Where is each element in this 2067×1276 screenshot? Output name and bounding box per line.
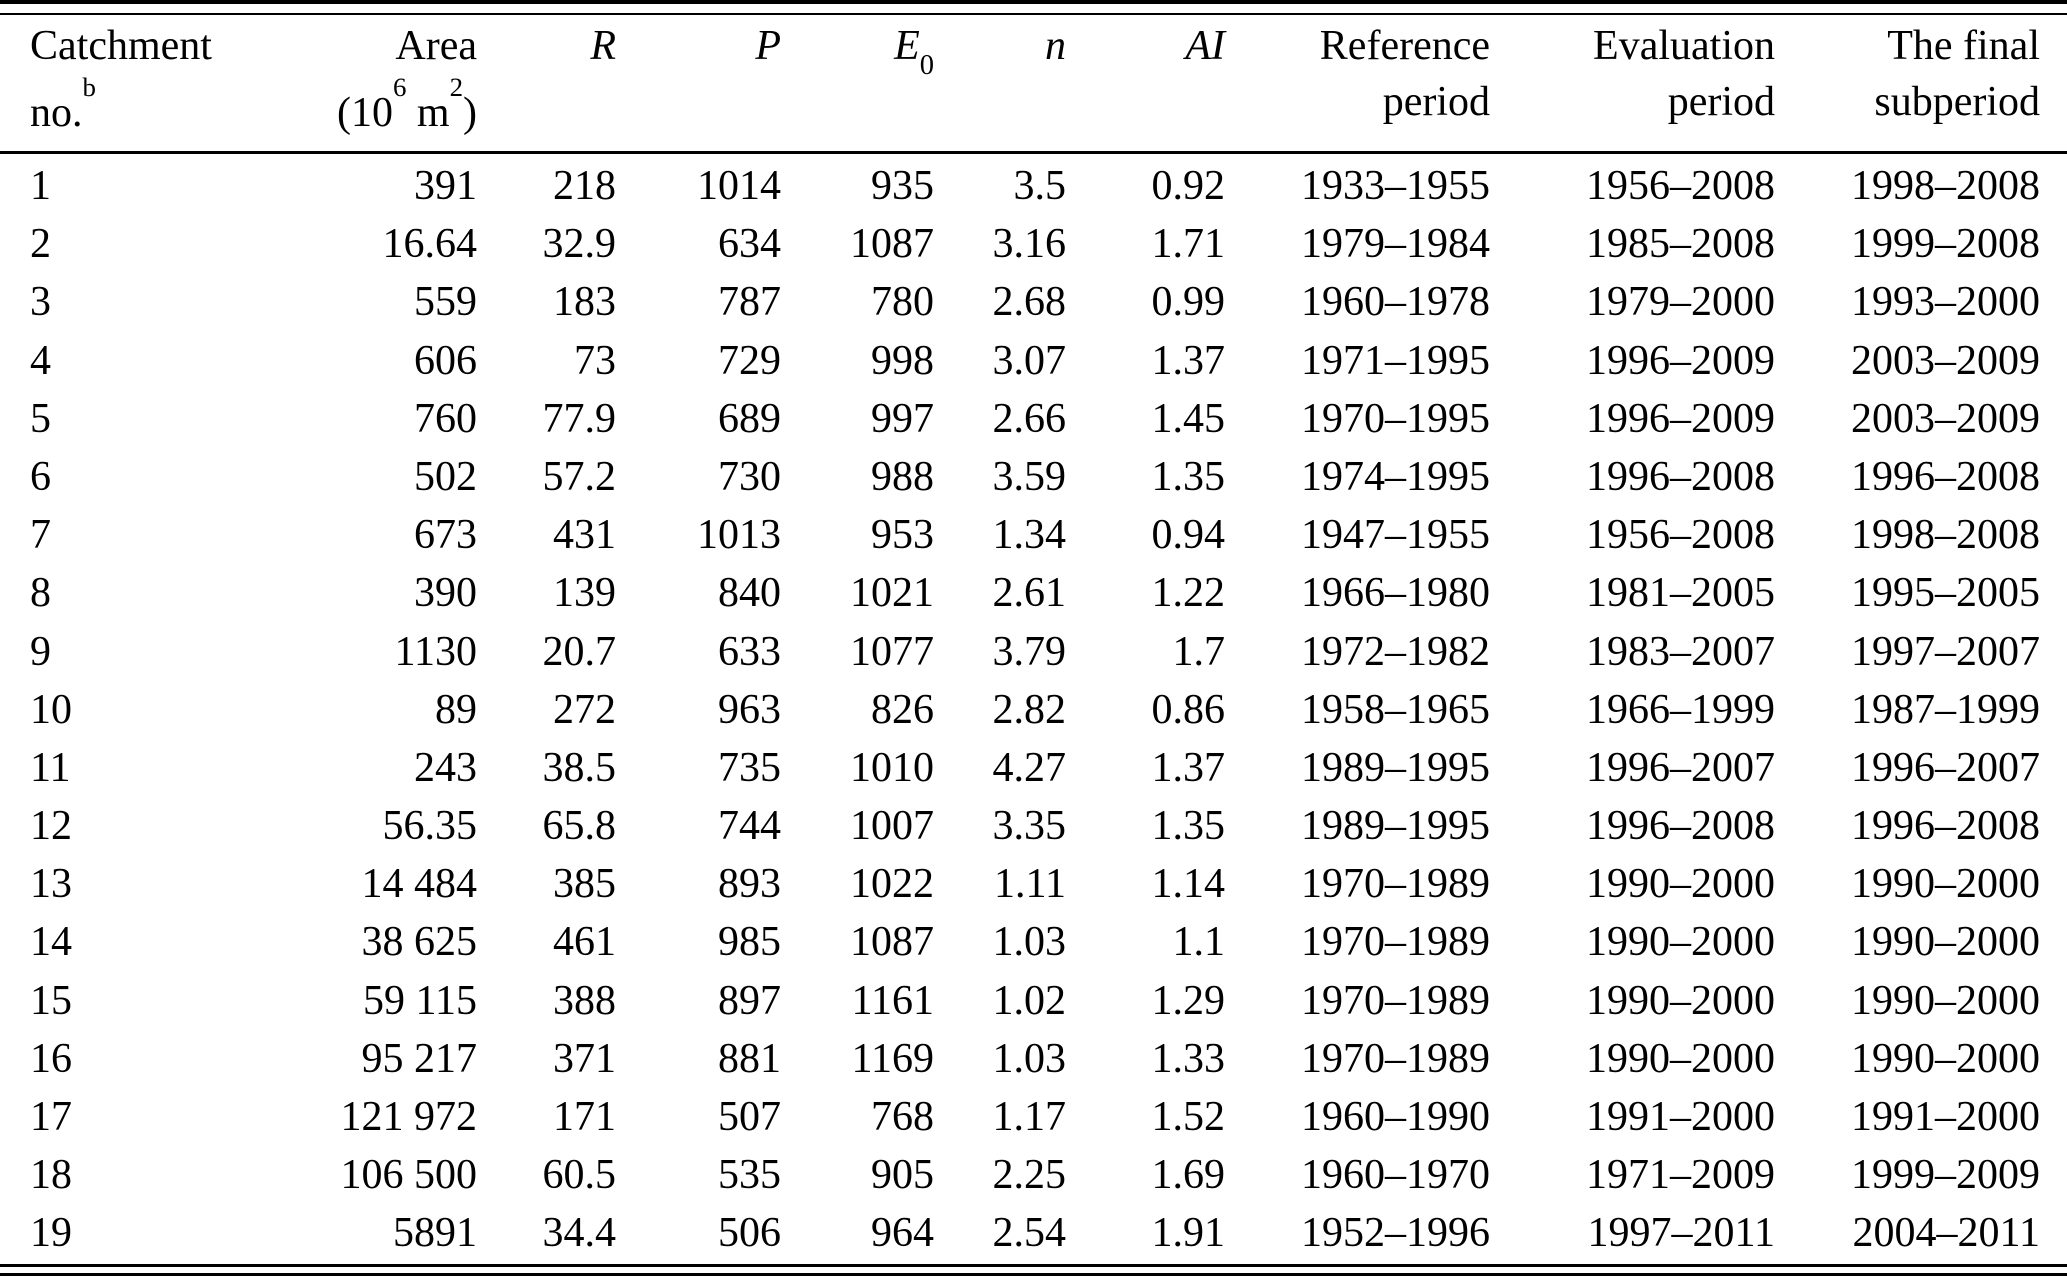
cell-e0: 998 (871, 337, 934, 384)
cell-ai: 1.35 (1151, 453, 1225, 500)
cell-final-subperiod: 1997–2007 (1851, 628, 2040, 675)
cell-e0: 1007 (850, 803, 934, 850)
cell-reference-period: 1960–1978 (1301, 279, 1490, 326)
header-final-line1: The final (1887, 23, 2040, 69)
cell-reference-period: 1970–1995 (1301, 395, 1490, 442)
header-reference-line2: period (1382, 79, 1490, 125)
cell-reference-period: 1970–1989 (1301, 1035, 1490, 1082)
table-row (0, 1088, 2067, 1146)
cell-ai: 1.7 (1172, 628, 1225, 675)
cell-p: 507 (718, 1094, 781, 1140)
table-row (0, 1204, 2067, 1262)
cell-n: 2.61 (992, 570, 1066, 617)
cell-n: 3.5 (1013, 163, 1066, 209)
cell-r: 183 (553, 279, 616, 326)
cell-r: 385 (553, 861, 616, 908)
cell-area: 760 (414, 395, 477, 442)
cell-catchment-no: 8 (30, 570, 51, 617)
cell-area: 59 115 (363, 977, 477, 1024)
cell-p: 633 (718, 628, 781, 675)
header-area-line1: Area (395, 23, 477, 69)
cell-reference-period: 1989–1995 (1301, 744, 1490, 791)
cell-evaluation-period: 1991–2000 (1586, 1094, 1775, 1140)
cell-p: 506 (718, 1210, 781, 1257)
table-row (0, 390, 2067, 448)
cell-final-subperiod: 1990–2000 (1851, 861, 2040, 908)
table-rule-bottom-thin (0, 1264, 2067, 1267)
cell-ai: 1.37 (1151, 337, 1225, 384)
cell-reference-period: 1970–1989 (1301, 919, 1490, 966)
cell-reference-period: 1970–1989 (1301, 977, 1490, 1024)
cell-evaluation-period: 1996–2008 (1586, 803, 1775, 850)
area-unit-exp2: 2 (449, 72, 463, 103)
cell-area: 502 (414, 453, 477, 500)
e0-letter: E (894, 23, 920, 69)
table-row (0, 739, 2067, 797)
cell-catchment-no: 19 (30, 1210, 72, 1257)
cell-final-subperiod: 1996–2007 (1851, 744, 2040, 791)
header-e0-symbol (781, 18, 934, 81)
cell-e0: 1022 (850, 861, 934, 908)
cell-final-subperiod: 1990–2000 (1851, 919, 2040, 966)
cell-r: 65.8 (542, 803, 616, 850)
column-header-ai (1066, 18, 1225, 130)
cell-ai: 0.86 (1151, 686, 1225, 733)
cell-catchment-no: 13 (30, 861, 72, 908)
cell-reference-period: 1966–1980 (1301, 570, 1490, 617)
cell-ai: 0.99 (1151, 279, 1225, 326)
cell-catchment-no: 12 (30, 803, 72, 850)
cell-catchment-no: 15 (30, 977, 72, 1024)
cell-p: 744 (718, 803, 781, 850)
cell-ai: 0.92 (1151, 163, 1225, 209)
cell-p: 735 (718, 744, 781, 791)
cell-final-subperiod: 1996–2008 (1851, 803, 2040, 850)
table-row (0, 215, 2067, 273)
cell-area: 673 (414, 512, 477, 559)
cell-final-subperiod: 1993–2000 (1851, 279, 2040, 326)
cell-n: 3.35 (992, 803, 1066, 850)
cell-n: 2.68 (992, 279, 1066, 326)
cell-ai: 1.1 (1172, 919, 1225, 966)
header-r-spacer (477, 74, 616, 130)
cell-final-subperiod: 1999–2008 (1851, 221, 2040, 268)
cell-p: 1013 (697, 512, 781, 559)
cell-n: 1.03 (992, 1035, 1066, 1082)
cell-catchment-no: 4 (30, 337, 51, 384)
cell-ai: 1.91 (1151, 1210, 1225, 1257)
table-rule-top-thick (0, 0, 2067, 4)
cell-p: 634 (718, 221, 781, 268)
e0-subscript: 0 (919, 49, 934, 81)
table-row (0, 506, 2067, 564)
header-n-symbol: n (1045, 23, 1066, 69)
header-evaluation-line2: period (1667, 79, 1775, 125)
table-row (0, 972, 2067, 1030)
cell-r: 171 (553, 1094, 616, 1140)
area-unit-close: ) (463, 90, 477, 136)
header-ai-spacer (1066, 74, 1225, 130)
cell-final-subperiod: 1998–2008 (1851, 512, 2040, 559)
cell-e0: 1087 (850, 221, 934, 268)
cell-r: 32.9 (542, 221, 616, 268)
cell-evaluation-period: 1996–2008 (1586, 453, 1775, 500)
cell-n: 4.27 (992, 744, 1066, 791)
cell-catchment-no: 3 (30, 279, 51, 326)
cell-catchment-no: 11 (30, 744, 71, 791)
table-row (0, 623, 2067, 681)
cell-p: 729 (718, 337, 781, 384)
table-row (0, 681, 2067, 739)
cell-catchment-no: 17 (30, 1094, 72, 1140)
cell-reference-period: 1960–1990 (1301, 1094, 1490, 1140)
cell-final-subperiod: 2004–2011 (1852, 1210, 2040, 1257)
cell-e0: 997 (871, 395, 934, 442)
cell-e0: 1087 (850, 919, 934, 966)
table-row (0, 1146, 2067, 1204)
header-n-spacer (934, 74, 1066, 130)
cell-final-subperiod: 1995–2005 (1851, 570, 2040, 617)
header-r-symbol: R (590, 23, 616, 69)
cell-evaluation-period: 1966–1999 (1586, 686, 1775, 733)
column-header-r (477, 18, 616, 130)
cell-evaluation-period: 1990–2000 (1586, 861, 1775, 908)
cell-evaluation-period: 1996–2009 (1586, 337, 1775, 384)
cell-catchment-no: 16 (30, 1035, 72, 1082)
header-catchment-no: no. (30, 90, 83, 136)
cell-evaluation-period: 1981–2005 (1586, 570, 1775, 617)
cell-area: 121 972 (340, 1094, 477, 1140)
cell-final-subperiod: 1999–2009 (1851, 1152, 2040, 1199)
column-header-p (616, 18, 781, 130)
cell-catchment-no: 18 (30, 1152, 72, 1199)
area-unit-m: m (406, 90, 450, 136)
table-body (0, 157, 2067, 1263)
cell-p: 787 (718, 279, 781, 326)
table-rule-top-thin (0, 13, 2067, 15)
cell-evaluation-period: 1979–2000 (1586, 279, 1775, 326)
cell-r: 371 (553, 1035, 616, 1082)
table-row (0, 1030, 2067, 1088)
cell-p: 963 (718, 686, 781, 733)
header-reference-line1: Reference (1319, 23, 1490, 69)
cell-area: 5891 (393, 1210, 477, 1257)
cell-p: 840 (718, 570, 781, 617)
cell-catchment-no: 1 (30, 163, 51, 209)
header-e0-spacer (781, 74, 934, 130)
table-row (0, 448, 2067, 506)
cell-n: 1.02 (992, 977, 1066, 1024)
column-header-reference-period (1225, 18, 1490, 130)
cell-n: 3.07 (992, 337, 1066, 384)
cell-area: 89 (435, 686, 477, 733)
cell-area: 14 484 (361, 861, 477, 908)
cell-n: 3.16 (992, 221, 1066, 268)
cell-e0: 1161 (851, 977, 934, 1024)
cell-p: 881 (718, 1035, 781, 1082)
cell-area: 243 (414, 744, 477, 791)
table-row (0, 855, 2067, 913)
cell-n: 2.25 (992, 1152, 1066, 1199)
cell-e0: 1010 (850, 744, 934, 791)
column-header-evaluation-period (1490, 18, 1775, 130)
cell-final-subperiod: 1990–2000 (1851, 1035, 2040, 1082)
cell-catchment-no: 9 (30, 628, 51, 675)
cell-area: 16.64 (382, 221, 477, 268)
cell-r: 431 (553, 512, 616, 559)
cell-final-subperiod: 2003–2009 (1851, 395, 2040, 442)
table-rule-below-header (0, 151, 2067, 154)
cell-evaluation-period: 1990–2000 (1586, 1035, 1775, 1082)
cell-r: 272 (553, 686, 616, 733)
cell-catchment-no: 10 (30, 686, 72, 733)
cell-reference-period: 1933–1955 (1301, 163, 1490, 209)
cell-n: 1.34 (992, 512, 1066, 559)
cell-e0: 826 (871, 686, 934, 733)
cell-final-subperiod: 1991–2000 (1851, 1094, 2040, 1140)
cell-ai: 1.22 (1151, 570, 1225, 617)
cell-r: 20.7 (542, 628, 616, 675)
table-row (0, 564, 2067, 622)
cell-reference-period: 1970–1989 (1301, 861, 1490, 908)
cell-catchment-no: 6 (30, 453, 51, 500)
cell-area: 559 (414, 279, 477, 326)
cell-ai: 1.35 (1151, 803, 1225, 850)
cell-catchment-no: 14 (30, 919, 72, 966)
cell-n: 1.11 (994, 861, 1066, 908)
cell-area: 106 500 (340, 1152, 477, 1199)
cell-area: 1130 (394, 628, 477, 675)
table-row (0, 913, 2067, 971)
column-header-final-subperiod (1775, 18, 2067, 130)
cell-area: 606 (414, 337, 477, 384)
cell-e0: 935 (871, 163, 934, 209)
cell-final-subperiod: 1990–2000 (1851, 977, 2040, 1024)
cell-catchment-no: 7 (30, 512, 51, 559)
cell-reference-period: 1960–1970 (1301, 1152, 1490, 1199)
cell-ai: 1.33 (1151, 1035, 1225, 1082)
cell-n: 1.17 (992, 1094, 1066, 1140)
cell-evaluation-period: 1990–2000 (1586, 919, 1775, 966)
column-header-n (934, 18, 1066, 130)
column-header-catchment-no (0, 18, 230, 136)
area-unit-exp6: 6 (392, 72, 407, 103)
cell-r: 139 (553, 570, 616, 617)
cell-ai: 1.71 (1151, 221, 1225, 268)
cell-ai: 1.69 (1151, 1152, 1225, 1199)
cell-r: 77.9 (542, 395, 616, 442)
cell-n: 3.59 (992, 453, 1066, 500)
cell-e0: 988 (871, 453, 934, 500)
cell-e0: 953 (871, 512, 934, 559)
cell-area: 391 (414, 163, 477, 209)
cell-p: 893 (718, 861, 781, 908)
cell-p: 730 (718, 453, 781, 500)
cell-ai: 1.52 (1151, 1094, 1225, 1140)
cell-reference-period: 1979–1984 (1301, 221, 1490, 268)
header-catchment-footnote-b: b (82, 72, 96, 103)
cell-final-subperiod: 1998–2008 (1851, 163, 2040, 209)
cell-reference-period: 1974–1995 (1301, 453, 1490, 500)
cell-evaluation-period: 1956–2008 (1586, 512, 1775, 559)
cell-area: 56.35 (382, 803, 477, 850)
column-header-area (230, 18, 477, 136)
header-evaluation-line1: Evaluation (1593, 23, 1775, 69)
cell-e0: 1077 (850, 628, 934, 675)
table-row (0, 273, 2067, 331)
cell-e0: 905 (871, 1152, 934, 1199)
header-catchment-line2 (30, 72, 230, 136)
cell-r: 388 (553, 977, 616, 1024)
cell-evaluation-period: 1971–2009 (1586, 1152, 1775, 1199)
column-header-e0 (781, 18, 934, 130)
cell-evaluation-period: 1996–2007 (1586, 744, 1775, 791)
cell-evaluation-period: 1990–2000 (1586, 977, 1775, 1024)
header-catchment-line1: Catchment (30, 23, 212, 69)
cell-catchment-no: 5 (30, 395, 51, 442)
cell-p: 689 (718, 395, 781, 442)
header-final-line2: subperiod (1874, 79, 2040, 125)
cell-ai: 1.14 (1151, 861, 1225, 908)
cell-e0: 780 (871, 279, 934, 326)
cell-r: 60.5 (542, 1152, 616, 1199)
cell-e0: 768 (871, 1094, 934, 1140)
cell-p: 985 (718, 919, 781, 966)
cell-ai: 1.37 (1151, 744, 1225, 791)
cell-r: 461 (553, 919, 616, 966)
cell-area: 390 (414, 570, 477, 617)
cell-r: 38.5 (542, 744, 616, 791)
table-header-row (0, 18, 2067, 136)
cell-reference-period: 1958–1965 (1301, 686, 1490, 733)
table-row (0, 797, 2067, 855)
cell-area: 38 625 (361, 919, 477, 966)
cell-n: 2.82 (992, 686, 1066, 733)
cell-area: 95 217 (361, 1035, 477, 1082)
cell-r: 34.4 (542, 1210, 616, 1257)
cell-r: 73 (574, 337, 616, 384)
cell-n: 1.03 (992, 919, 1066, 966)
cell-evaluation-period: 1956–2008 (1586, 163, 1775, 209)
cell-evaluation-period: 1996–2009 (1586, 395, 1775, 442)
cell-ai: 0.94 (1151, 512, 1225, 559)
cell-reference-period: 1952–1996 (1301, 1210, 1490, 1257)
header-p-symbol: P (755, 23, 781, 69)
header-area-unit (230, 72, 477, 136)
cell-p: 1014 (697, 163, 781, 209)
cell-p: 535 (718, 1152, 781, 1199)
cell-reference-period: 1947–1955 (1301, 512, 1490, 559)
cell-r: 218 (553, 163, 616, 209)
table-row (0, 157, 2067, 215)
cell-p: 897 (718, 977, 781, 1024)
cell-evaluation-period: 1983–2007 (1586, 628, 1775, 675)
cell-reference-period: 1972–1982 (1301, 628, 1490, 675)
cell-final-subperiod: 1987–1999 (1851, 686, 2040, 733)
cell-evaluation-period: 1997–2011 (1587, 1210, 1775, 1257)
cell-n: 2.54 (992, 1210, 1066, 1257)
cell-ai: 1.29 (1151, 977, 1225, 1024)
table-row (0, 332, 2067, 390)
cell-catchment-no: 2 (30, 221, 51, 268)
cell-ai: 1.45 (1151, 395, 1225, 442)
area-unit-open: (10 (336, 90, 393, 136)
cell-final-subperiod: 2003–2009 (1851, 337, 2040, 384)
cell-e0: 1021 (850, 570, 934, 617)
cell-evaluation-period: 1985–2008 (1586, 221, 1775, 268)
cell-n: 3.79 (992, 628, 1066, 675)
header-p-spacer (616, 74, 781, 130)
cell-reference-period: 1989–1995 (1301, 803, 1490, 850)
cell-r: 57.2 (542, 453, 616, 500)
cell-e0: 964 (871, 1210, 934, 1257)
cell-n: 2.66 (992, 395, 1066, 442)
cell-e0: 1169 (851, 1035, 934, 1082)
cell-final-subperiod: 1996–2008 (1851, 453, 2040, 500)
cell-reference-period: 1971–1995 (1301, 337, 1490, 384)
header-ai-symbol: AI (1185, 23, 1225, 69)
